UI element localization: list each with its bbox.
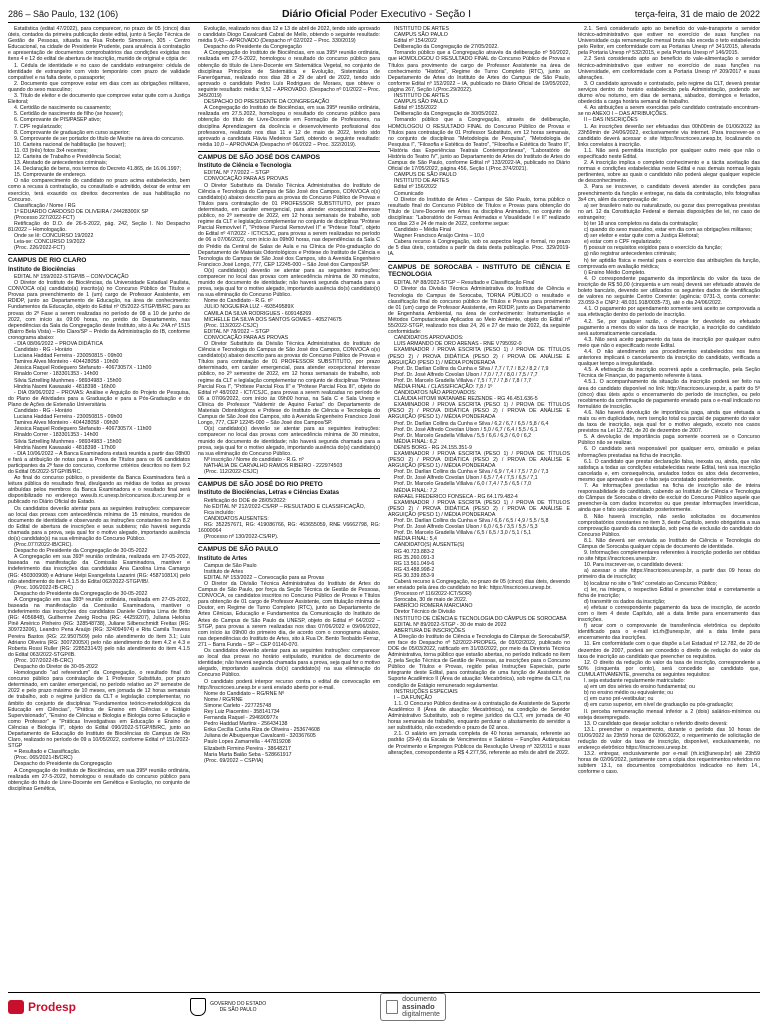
paragraph: Prof. Dr. Marcelo Gradella Villalva / 5,5 / 6,6 / 6,3 / 6,0 / 6,2: [394, 432, 532, 439]
paragraph: I – DA FUNÇÃO: [394, 694, 432, 701]
page-header: [8, 6, 760, 23]
page-number: 286 – São Paulo, 132 (106): [8, 9, 119, 19]
paragraph: EXAMINADOR / PROVA ESCRITA (PESO 1) / PROVA DE TÍTULOS (PESO 2) / PROVA DIDÁTICA (PESO 2) / PROVA DE ANÁLISE E ARGUIÇÃO (PESO 1) / MÉDIA PONDERADA: [388, 499, 570, 518]
paragraph: Ao final do concurso público, o presidente da Banca Examinadora fará a leitura pública do resultado final, divulgando as médias de todas as provas atribuídas pelos membros da Banca Examinadora e o resultado final será disponibilizado no endereço www.ib.rc.unesp.br/concursos.ib.rc.unesp.br e publicado no Diário Oficial do Estado.: [8, 475, 190, 506]
paragraph: 2.1. Será considerado apto ao benefício do vale-transporte o servidor técnico-administrativo que estiver no exercício de suas funções na Universidade cuja remuneração mensal bruta não exceda o teto estabelecido pelo Reitor, em conformidade com as Portarias Unesp nº 341/2015, alterada pela Portaria Unesp nº 532/2015, e pela Portaria Unesp nº 146/2015.: [578, 26, 760, 57]
paragraph: O Diretor Substituto da Divisão Técnica Administrativa do Instituto de Ciência e Tecnologia do Campus de São José dos Campos, CONVOCA o(s) candidato(s) abaixo descrito para as provas do Concurso Público de Provas e Títulos para contratação de 01 PROFESSOR SUBSTITUTO, por prazo determinado, em caráter emergencial, para atender excepcional interesse público, no 2º semestre de 2022, em 12 horas semanais de trabalho, sob regime da CLT e legislação complementar no conjunto de disciplinas "Prótese Parcial Fixa I", "Prótese Parcial Fixa II" e "Prótese Parcial Fixa III", objeto do Edital nº 48/2022 - ICT/CSJC, para provas a serem realizadas no período de 06 a 07/06/2022, com início às 09h00 horas, na Sala C e Sala Unesp e Clínica do Professor "Valdemir de Aquino Farias" do Departamento de Materiais Odontológicos e Prótese do Instituto de Ciência e Tecnologia do Campus de São José dos Campos, sito à Avenida Engenheiro Francisco José Longo, 777, CEP 12245-000 – São José dos Campos/SP.: [198, 341, 380, 427]
paragraph: 8. Comprovante de graduação em curso superior;: [14, 129, 130, 136]
paragraph: 3. O candidato aprovado e contratado, pelo regime da CLT, deverá prestar serviços dentro do horário estabelecido pela Administração, podendo ser diurno e/ou noturno, em dias de semana, sábados, domingos e feriados, obedecida a carga horária semanal de trabalho.: [578, 80, 760, 106]
paragraph: O Diretor da Divisão Técnica Administrativa do Instituto de Artes do Campus de São Paulo, por força da Seção Técnica de Gestão de Pessoas, CONVOCA, os candidatos inscritos no Concurso Público de Provas e Títulos para obtenção de 01 cargo de Professor Assistente, com titulação mínima de Doutor, em Regime de Turno Completo (RTC), junto ao Departamento de Artes Cênicas, Educação e Fundamentos da Comunicação do Instituto de Artes do Campus de São Paulo da UNESP, objeto do Edital nº 64/2022 – STGP, para provas a serem realizadas nos dias 07/06/2022 e 09/06/2022, com início às 09h00 do primeiro dia, de acordo com o cronograma abaixo, nas dependências do Instituto de Artes, sito à Rua Dr. Bento Teobaldo Ferraz, 271 – Barra Funda – SP – CEP 01140-070.: [198, 581, 380, 648]
paragraph: FABRÍCIO ROMERA MARCIANO: [394, 603, 473, 610]
publication-title-rest: Poder Executivo - Seção I: [346, 8, 472, 20]
paragraph: Maria Marta Baião Seba - 528661917: [204, 751, 292, 758]
paragraph: b) no ensino médio ou equivalente; ou: [584, 690, 674, 697]
paragraph: CAMPUS SÃO PAULO: [394, 99, 448, 106]
paragraph: Instituto de Artes: [204, 568, 244, 575]
paragraph: INSTITUTO DE ARTES: [394, 178, 449, 185]
government-label: [210, 1001, 266, 1013]
paragraph: RG 40.723.883-2: [394, 548, 435, 555]
paragraph: Nº inscrição / Nome do candidato - R.G. nº: [204, 456, 304, 463]
paragraph: O candidato poderá interpor recurso contra o edital de convocação em http://inscricoes.unesp.br e será enviado aberto por e-mail.: [198, 678, 380, 691]
paragraph: h) ter aptidão física e mental para o exercício das atribuições da função, comprovada em avaliação médica;: [578, 257, 760, 270]
paragraph: Evolução, realizado nos dias 12 e 13 de abril de 2022, tendo sido aprovado o candidato Diogo Cavalcanti Cabral de Mello, obtendo o seguinte resultado: média 9,43 – APROVADO (Despacho nº 02/2022 – Proc. 330/2019): [198, 26, 380, 45]
paragraph: (Proc.077/2022-IB/CRC).: [14, 542, 73, 549]
paragraph: 11. 03 (três) fotos 3x4 recentes;: [14, 147, 88, 154]
paragraph: EXAMINADOR / PROVA ESCRITA (PESO 1) / PROVA DE TÍTULOS (PESO 2) / PROVA DIDÁTICA (PESO 2) / PROVA DE ANÁLISE E ARGUIÇÃO (PESO 1) / MÉDIA PONDERADA: [388, 402, 570, 421]
paragraph: i) Ensino Médio Completo.: [584, 269, 646, 276]
paragraph: INSTITUTO DE CIÊNCIA E TECNOLOGIA DO CÂMPUS DE SOROCABA: [394, 615, 567, 622]
paragraph: 3. Para se inscrever, o candidato deverá atender às condições para preenchimento da função e entregar, na data da contratação, três fotografias 3x4 cm, além da comprovação de:: [578, 184, 760, 203]
paragraph: Rinaldo Correr - 183301353 - 14h00: [14, 432, 99, 439]
subsection-heading: Instituto de Biociências: [8, 266, 76, 273]
paragraph: (Proc. 113/2022-CSJC): [204, 322, 259, 329]
paragraph: Despacho do Presidente da Congregação: [204, 44, 302, 51]
paragraph: EDITAL Nº 153/2022 – Convocação para as Provas: [204, 574, 325, 581]
paragraph: 7. CPF regularizado;: [14, 123, 63, 130]
paragraph: 13.2. entregar, exclusivamente por e-mail (rh.ict@unesp.br) até 23h59 horas de 02/06/2022, juntamente com a cópia dos requerimentos referidos no subitem 13.1, os documentos comprobatórios indicados no item 14., conforme o caso.: [578, 751, 760, 776]
paragraph: RG: 352257671, RG: 419086766, RG: 463655059, RNE V6662798, RG: 16000064: [198, 521, 380, 535]
paragraph: (Proc. 112/2022-CSJC): [204, 468, 259, 475]
paragraph: g) não registrar antecedentes criminais;: [584, 251, 677, 258]
paragraph: CAMPUS DE SÃO PAULO: [394, 172, 457, 179]
paragraph: Retificação do DOE de 28/05/2022:: [204, 497, 287, 504]
paragraph: O(s) candidato(s) deverão se atentar para as seguintes instruções: comparecer no local das provas com antecedência mínima de 30 minutos, munido de documento de identidade; não haverá segunda chamada para a prova, seja qual for o motivo alegado, importando ausência do(s) candidato(s) na sua eliminação do Concurso Público.: [198, 267, 380, 299]
paragraph: Luciana Haddad Ferreira - 230050815 - 09h00: [14, 353, 123, 360]
paragraph: 12. Carteira de Trabalho e Previdência Social;: [14, 153, 122, 160]
paragraph: Prof. Dr. José Alfredo Covolan Ulson / 5,0 / 6,7 / 6,4 / 5,5 / 6,1: [394, 426, 538, 433]
paragraph: a) acessar o site https://inscricoes.unesp.br, a partir das 09 horas do primeiro dia de inscrição;: [578, 568, 760, 581]
paragraph: Tornando público que a Congregação, através de deliberação, HOMOLOGOU O RESULTADO FINAL do Concurso Público de Provas e Títulos para contratação de 01 Professor Substituto, em 12 horas semanais, no conjunto de disciplinas "Metodologia de Pesquisa", "Metodologia de Pesquisa I", "Filosofia e Estética do Teatro", "Filosofia e Estética do Teatro II", "História das Experiências Teatrais Contemporâneas", "Laboratório de História do Teatro IV", junto ao Departamento de Artes do Instituto de Artes do Campus de São Paulo, conforme Edital nº 133/2022-IA, publicado no Diário Oficial de 17/05/2022, página 456, Seção I.(Proc.374/2021).: [388, 117, 570, 173]
paragraph: O Diretor do Instituto de Artes - Campus de São Paulo, torna público o resultado final do Concurso Público de Títulos e Provas para obtenção do Título de Livre-Docente em Artes na disciplina Animados, no conjunto de disciplinas: "Laboratório de Formas Animadas e Visualidade I e II" realizado nos dias 23 e 24 de maio de 2022, conforme segue:: [388, 196, 570, 227]
paragraph: Nome / RG/RNE: [204, 696, 243, 703]
paragraph: Rey Luiz Piacentini - 358141734: [204, 708, 280, 715]
section-heading: CAMPUS DE RIO CLARO: [8, 254, 190, 264]
paragraph: Luciana Haddad Ferreira - 230050815 - 09h00: [14, 414, 123, 421]
paragraph: (Proc. 106/2022-IB-CRC): [14, 584, 73, 591]
paragraph: CAMILA DA SILVA RODRIGUES - 609148269: [204, 310, 312, 317]
paragraph: Campus de São Paulo: [204, 562, 257, 569]
paragraph: Simone Carleto - 227725748: [204, 702, 272, 709]
paragraph: b) ter 18 anos completos na data da contratação;: [584, 221, 699, 227]
paragraph: Prof. Dr. José Alfredo Covolan Ulson / 7,0 / 7,7 / 8,0 / 7,5 / 7,7: [394, 371, 538, 378]
subsection-heading: Instituto de Artes: [198, 555, 248, 562]
paragraph: 1.1. Não será permitida inscrição por qualquer outro meio que não o especificado neste Edital.: [578, 147, 760, 160]
paragraph: d) em curso superior, em nível de graduação ou pós-graduação;: [584, 702, 734, 709]
paragraph: Prof. Dr. Marcelo Gradella Villalva / 6,5 / 6,5 / 3,0 / 5,1 / 5,1: [394, 530, 532, 537]
prodesp-label: Prodesp: [28, 1000, 77, 1014]
paragraph: 13. O candidato que desejar solicitar o referido direito deverá:: [584, 720, 728, 727]
paragraph: DESPACHO DO PRESIDENTE DA CONGREGAÇÃO: [204, 99, 330, 106]
subsection-heading: Instituto de Ciência e Tecnologia: [198, 163, 292, 170]
paragraph: A Congregação do Instituto de Biociências, em sua 395ª reunião ordinária, realizada em 27-5-2022, homologou o resultado do concurso público para obtenção do título de Livre-Docente em Sistemática Vegetal, no conjunto de disciplinas Princípios de Sistemática e Evolução, Sistemática de Fanerógamas, realizado nos dias 28 e 29 de abril de 2022, tendo sido aprovado o candidato Pedro Luís Rodrigues de Moraes, que obteve o seguinte resultado: média: 9,52 – APROVADO. (Despacho nº 01/2022 – Proc. 345/2019): [198, 50, 380, 100]
paragraph: Homologando "ad referendum" da Congregação, o resultado final do concurso público para contratação de 1 Professor Substituto, por prazo determinado, em caráter emergencial, no período relativo ao 2º semestre de 2022 e pelo prazo máximo de 10 meses, em jornada de 12 horas semanais de trabalho, sob o regime jurídico da CLT e legislação complementar, no âmbito do conjunto de disciplinas "Fundamentos teórico-metodológicos da Educação em Ciências", "Prática de Ensino em Ciências e Estágio Supervisionado", "Ensino de Ciências e Biologia e Biologia como Educação e como Professor" e "Práticas Investigativas em Educação e Ensino de Ciências e Biologia II", objeto do Edital 090/2022-STGP/IB/RC, junto ao Departamento de Educação do Instituto de Biociências do Campus de Rio Claro, realizado no período de 09 a 10/05/2022, conforme Edital nº 151/2022-STGP: [8, 670, 190, 750]
stamp-line-3: digitalmente: [402, 1011, 440, 1018]
paragraph: 13.1. preencher o requerimento, durante o período das 10 horas de 01/06/2022 às 23h59 horas de 02/06/2022, o requerimento de solicitação de redução do valor da taxa de inscrição, disponível, exclusivamente, no endereço eletrônico https://inscricoes.unesp.br.: [578, 726, 760, 752]
paragraph: MÉDIA FINAL: 5,4: [394, 536, 437, 543]
paragraph: No EDITAL Nº 212/2022-CS/RP – RESULTADO E CLASSIFICAÇÃO,: [204, 503, 366, 510]
paragraph: ABERTURA DE INSCRIÇÕES: [394, 627, 466, 634]
section-heading: CAMPUS DE SOROCABA - INSTITUTO DE CIÊNCIA E TECNOLOGIA: [388, 261, 570, 279]
paragraph: Prof. Dr. Darllan Collins da Cunha e Silva / 7,7 / 7,7 / 8,2 / 8,2 / 7,9: [394, 365, 549, 372]
paragraph: (Processo nº 116/2022-ICT/SOR): [394, 591, 472, 598]
paragraph: A Direção do Instituto de Ciência e Tecnologia do Câmpus de Sorocaba/SP, em face do Despacho nº 52/2022-PROPEG, de 03/02/2022, publicado no DOE de 05/03/2022, ratificado em 31/03/2022, por meio da Diretoria Técnica Administrativa, torna público que estarão abertas, no período indicado no item 2, pela Seção Técnica de Gestão de Pessoas, as inscrições para o Concurso Público de Títulos e Provas, regido pelas Instruções Especiais, parte integrante deste Edital, para contratação de uma função de Assistente de Suporte Acadêmico II (Área de atuação: Mecatrônica), sob regime da CLT, na condição de Estágio remunerado regulamentar.: [388, 633, 570, 689]
paragraph: O(s) candidato(s) deverão se atentar para as seguintes instruções: comparecer no local das provas com antecedência mínima de 30 minutos, munido de documento de identidade; não haverá segunda chamada para a prova, seja qual for o motivo alegado, importando ausência do(s) candidato(s) na sua eliminação do Concurso Público.: [198, 426, 380, 457]
paragraph: Edital nº 155/2022: [394, 105, 437, 112]
paragraph: d) ser eleitor e estar quite com a Justiça Eleitoral;: [584, 233, 699, 240]
paragraph: Prof. Dr. Darllan Collins da Cunha e Silva / 6,6 / 6,5 / 4,9 / 5,5 / 5,8: [394, 518, 549, 525]
paragraph: CLÁUDIA HITOMI WATANABE REZENDE - RG 46.451.636-5: [394, 396, 538, 403]
paragraph: O Diretor do Instituto de Biociências, da Universidade Estadual Paulista, CONVOCA o(a) candidato(a) inscrito(a) no Concurso Público de Títulos e Provas para preenchimento de 1 (um) cargo de Professor Assistente, em RDIDP, junto ao Departamento de Educação, na área de conhecimento: Fundamentos da Educação, objeto do Edital nº 05/2022-STGP/IB/RC para as provas do 2º Fase a serem realizadas no período de 08 a 10 de junho de 2022, com início às 09:00 horas, no prédio do Departamento, nas dependências da Sala da Congregação deste Instituto, sito à Av. 24A nº 1515 (Bairro Bela Vista) – Rio Claro/SP – Prédio da Administração do IB, conforme cronograma abaixo:: [8, 280, 190, 341]
paragraph: 1.1. O Concurso Público destina-se à contratação de Assistente de Suporte Acadêmico II (Área de atuação: Mecatrônica), na condição de Servidor Administrativo Substituto, sob o regime jurídico da CLT, em jornada de 40 horas semanais de trabalho, enquanto perdurar o afastamento do servidor a ser substituído, não excedendo o prazo de 02 anos.: [388, 700, 570, 732]
paragraph: A Congregação em sua 393ª reunião ordinária, realizada em 27-05-2022, baseada na manifestação da Comissão Examinadora, mantiver e indeferimento das inscrições das candidatas Ana Carolina Lima Camargo (RG: 450300908) e Adriane Helpi Evangelista Lazarini (RG: 45871081X) pelo não atendimento do item 4.1.5 do Edital 062/2022-STGP/IB/.: [8, 554, 190, 585]
paragraph: EDITAL Nº 89/2022-STGP - 30 de maio de 2022: [394, 621, 507, 628]
paragraph: CANDIDATOS APROVADOS:: [394, 335, 464, 342]
page-footer: [8, 992, 760, 1021]
paragraph: (Proc. 065/2021-IB/CRC): [14, 755, 73, 762]
paragraph: Os candidatos deverão atentar para as seguintes instruções: comparecer ao local das provas com antecedência mínima de 15 minutos, munidos de documento de identidade e observando as instruções constantes no item 8.2 do Edital de abertura de inscrições e seus subitens; não haverá segunda chamada para a prova, seja qual for o motivo alegado, importando ausência do(s) candidato(s) na sua eliminação do Concurso Público.: [8, 505, 190, 542]
paragraph: MICHELLE DA SILVA DOS SANTOS GOMES - 405274675: [204, 316, 342, 323]
paragraph: f) possuir os requisitos exigidos para o exercício da função;: [584, 245, 723, 252]
paragraph: O Diretor Substituto da Divisão Técnica Administrativa do Instituto de Ciência e Tecnologia do Campus de São José dos Campos, CONVOCA o(s) candidato(s) abaixo descrito para as provas do Concurso Público de Provas e Títulos para contratação de 01 PROFESSOR SUBSTITUTO, por prazo determinado, em caráter emergencial, para atender excepcional interesse público, no 2º semestre de 2022, em 12 horas semanais de trabalho, sob regime da CLT e legislação complementar no conjunto de disciplinas "Prótese Parcial Removível I", "Prótese Parcial Removível II" e "Prótese Total", objeto do Edital nº 47/2022 - ICT/CSJC, para provas a serem realizadas no período de 06 a 07/06/2022, com início às 09h00 horas, nas dependências da Sala C do Prédio da Central de Salas de Aula e na Clínica de Pós-graduação do Departamento de Materiais Odontológicos e Prótese do Instituto de Ciência e Tecnologia do Campus de São José dos Campos, sito à Avenida Engenheiro Francisco José Longo, 777, CEP 12245-000 – São José dos Campos/SP.: [198, 182, 380, 268]
paragraph: O não comparecimento do candidato no prazo acima estabelecido, bem como a recusa à contratação, ou consultado e admitido, deixar de entrar em exercício, terá exaurido os direitos decorrentes de sua habilitação no Concurso.: [8, 178, 190, 203]
paragraph: - DIA 10/06/2022 – A Banca Examinadora estará reunida a partir das 08h00 e fará a atribuição de notas para a Prova de Títulos para os 06 candidatos participantes da 2ª fase do concurso, conforme critérios descritos no item 9.2 do Edital 05/2022-STGP/IB/RC.: [8, 450, 190, 475]
government-line-1: GOVERNO DO ESTADO: [210, 1001, 267, 1007]
paragraph: 5. A devolução de importância paga somente ocorrerá se o Concurso Público não se realizar.: [578, 434, 760, 447]
paragraph: 10. Carteira nacional de habilitação (se houver);: [14, 141, 126, 148]
paragraph: EDITAL Nº 78/2022 – STGP: [204, 328, 270, 335]
paragraph: CONVOCAÇÃO PARA AS PROVAS: [204, 176, 289, 183]
paragraph: 6.1. O candidato que prestar declaração falsa, inexata ou, ainda, que não satisfaça a todas as condições estabelecidas neste Edital, terá sua inscrição cancelada e, em consequência, anulados todos os atos dela decorrentes, mesmo que aprovado e que o fato seja constatado posteriormente.: [578, 458, 760, 483]
paragraph: JULIO NOGUEIRA LUZ - 493549589X: [204, 304, 294, 311]
paragraph: (Proc. 69/2022 – CSP/IA): [204, 757, 264, 764]
paragraph: Prof. Dr. José Alfredo Covolan Ulson / 6,0 / 6,5 / 3,5 / 5,5 / 5,3: [394, 524, 538, 531]
text-column-1: [8, 26, 190, 988]
paragraph: 13. Atestado de antecedentes criminais;: [14, 160, 108, 167]
paragraph: c) em curso pré-vestibular; ou: [584, 696, 654, 703]
subsection-heading: Instituto de Biociências, Letras e Ciências Exatas: [198, 490, 340, 497]
paragraph: 11. Em conformidade com o que dispõe a Lei Estadual nº 12.782, de 20 de dezembro de 2007, poderá ser concedido o direito de redução do valor da taxa de inscrição ao candidato que preencher os requisitos.: [578, 641, 760, 660]
paragraph: RAFAEL FREDERICO FONSECA - RG 64.179.482-4: [394, 493, 518, 500]
paragraph: 4.6. Não haverá devolução de importância paga, ainda que efetuada a mais ou em duplicidade, nem isenção total ou parcial de pagamento do valor da taxa de inscrição, seja qual for o motivo alegado, exceto nos casos previstos na Lei 12.782, de 20 de dezembro de 2007.: [578, 409, 760, 435]
paragraph: Edital nº 156/2022: [394, 184, 437, 191]
paragraph: 1. As inscrições deverão ser efetuadas das 00h00min de 01/06/2022 às 23h59min de 24/06/2022, exclusivamente via internet. Para inscrever-se o candidato deverá acessar o site https://inscricoes.unesp.br, localizando os links correlatos à inscrição.: [578, 123, 760, 148]
text-column-2: [198, 26, 380, 988]
paragraph: Fica incluído:: [204, 509, 235, 516]
paragraph: Os candidatos deverão atentar para as seguintes instruções: comparecer ao local das provas no horário estipulado, munidos de documento de identidade; não haverá segunda chamada para a prova, seja qual for o motivo alegado, importando ausência do(s) candidato(s) na sua eliminação do Concurso Público.: [198, 648, 380, 679]
paragraph: Jéssica Raquel Rodeguero Stefanuto - 40673057X - 11h00: [14, 426, 152, 433]
paragraph: A Congregação em sua 393ª reunião ordinária, realizada em 27-05-2022, baseada na manifestação da Comissão Examinadora, mantiver o indeferimento das inscrições dos candidatos Daniele Cristina Lima de Brito (RG: 4056848), Guilherme Zweig Rocha (RG: 44259207), Juliana Heloísa Pinê Américo Pinheiro (RG: 328548738), Juliane Silberschmidt Freitas (RG: 309723206), Leandro Pena Araújo (RG: 324094974) e Rita Camila Travess Pereira Bastos (RG: 22.9507509) pelo não atendimento do item 3.1; Luis Adriano Oliveira (RG: 30072005X) pelo não atendimento do item 4.2 e 4.3 e Roberta Rossi Ruller (RG: 22852314/3) pelo não atendimento do item 4.1.5 do Edital 063/2022-STGP/IB.: [8, 596, 190, 658]
paragraph: CANDIDATO(S) AUSENTE(S): [394, 542, 465, 549]
government-logo: [190, 998, 266, 1016]
text-column-4: [578, 26, 760, 988]
paragraph: 12. O direito da redução do valor da taxa de inscrição, correspondente a 50% (cinquenta por cento), será concedido ao candidato que, CUMULATIVAMENTE, preencha os seguintes requisitos:: [578, 659, 760, 678]
paragraph: (Proc. 226/2022-FCT): [14, 245, 66, 252]
paragraph: CANDIDATOS AUSENTES:: [204, 515, 269, 522]
paragraph: e) estar com o CPF regularizado;: [584, 239, 662, 246]
paragraph: EDITAL Nº 88/2022-STGP – Resultado e Classificação Final: [394, 280, 535, 287]
paragraph: EXAMINADOR / PROVA ESCRITA (PESO 1) / PROVA DE TÍTULOS (PESO 2) / PROVA DIDÁTICA (PESO 2) / PROVA DE ANÁLISE E ARGUIÇÃO (PESO 1) / MÉDIA PONDERADA: [388, 347, 570, 366]
paragraph: Hindria Naomi Kawasaki - 4818398 - 17h00: [14, 444, 116, 451]
government-line-2: DE SÃO PAULO: [219, 1007, 257, 1013]
paragraph: 6. O candidato será responsável por qualquer erro, omissão e pelas informações prestadas na ficha de inscrição.: [578, 446, 760, 459]
paragraph: Prof. Dr. Marcelo Gradella Villalva / 7,5 / 7,7 / 7,8 / 7,8 / 7,7: [394, 377, 532, 384]
paragraph: INSTITUTO DE ARTES: [394, 26, 449, 32]
paragraph: Cabera recurso à Congregação, sob os aspectos legal e formal, no prazo de 5 dias úteis, contados a partir da data desta publicação. Proc. 329/2019-IA.: [388, 239, 570, 258]
paragraph: RG 13.561.049-6: [394, 560, 435, 567]
paragraph: 14. Declaração de bens, nos termos do Decreto 41.865, de 16.06.1997;: [14, 166, 181, 173]
paragraph: Prof. Dr. José Alfredo Covolan Ulson / 6,5 / 7,4 / 7,5 / 6,5 / 7,1: [394, 475, 538, 482]
paragraph: Edital nº 154/2022: [394, 38, 437, 45]
paragraph: Despacho do Presidente da Congregação: [14, 761, 112, 768]
paragraph: Classificação / Nome / RG: [14, 202, 76, 209]
document-icon: [386, 1000, 398, 1014]
section-heading: CAMPUS DE SÃO PAULO: [198, 543, 380, 553]
paragraph: EDITAL Nº 159/2022-STGP/IB – CONVOCAÇÃO: [14, 273, 129, 280]
paragraph: 4. O correspondente pagamento da importância do valor da taxa de inscrição de R$ 50,00 (cinquenta e um reais) deverá ser efetuado através de boleto bancário, devendo ser utilizados os seguintes dados de identificação de valores no seguinte Centro Corrente: (agência: 0731-3, conta corrente: 23.059-3 e CNPJ: 48.031.918/0035-73), até o dia 24/06/2022.: [578, 275, 760, 307]
paragraph: (Processo 227/2022-FCT): [14, 214, 75, 221]
paragraph: 10. Para inscrever-se, o candidato deverá:: [584, 562, 683, 569]
paragraph: Tamires Alves Monteiro - 404428058 - 10h00: [14, 359, 119, 366]
paragraph: Estatística (edital 47/2022), para comparecer, no prazo de 05 (cinco) dias úteis, contados da primeira publicação deste edital, junto à Seção Técnica de Gestão de Pessoas, situada na Rua Roberto Simonsen, 305 - Centro Educacional, na cidade de Presidente Prudente, para anuência à contratação e apresentação de documentos comprobatórios das condições exigidas nos itens 4 e 12 do edital de abertura de inscrição, munido de original e cópia de:: [8, 26, 190, 63]
paragraph: Deliberação da Congregação de 30/05/2022.: [394, 111, 499, 118]
stamp-line-1: documento: [402, 996, 437, 1003]
paragraph: DENIS BORG - RG 24.155.351-9: [394, 444, 472, 451]
paragraph: a) em um dos séries do ensino fundamental; ou: [584, 684, 695, 691]
paragraph: 4.5.1. O acompanhamento da situação da inscrição poderá ser feito na área do candidato disponível no link: http://inscricoes.unesp.br, a partir do 5º (cinco) dias úteis após o encerramento do período de inscrições, ou pelo recebimento da confirmação de pagamento enviado para o e-mail indicado no formulário de inscrição.: [578, 379, 760, 410]
paragraph: 4.3. Não será aceito pagamento da taxa de inscrição por qualquer outro meio que não o especificado neste Edital.: [578, 336, 760, 349]
paragraph: 5. Certidão de nascimento de filho (se houver);: [14, 111, 124, 118]
paragraph: A Congregação do Instituto de Biociências, em sua 395ª reunião ordinária, realizada em 27-5-2022, homologou o resultado do concurso público para obtenção do título de Livre-Docente em Genética e Evolução, no conjunto de disciplinas Genética,: [8, 767, 190, 792]
paragraph: 3. Título de eleitor e de documento que comprove estar quite com a Justiça Eleitoral;: [8, 93, 190, 106]
paragraph: Pedro Haddad Martins - 256434138: [204, 721, 288, 728]
stamp-line-2: assinado: [402, 1002, 435, 1011]
paragraph: c) ler, na íntegra, o respectivo Edital e preencher total e corretamente a ficha de inscrição;: [578, 586, 760, 599]
paragraph: Prof. Dr. Darllan Collins da Cunha e Silva / 6,2 / 6,7 / 6,5 / 5,8 / 6,4: [394, 420, 549, 427]
paragraph: CONVOCAÇÃO PARA AS PROVAS: [204, 334, 289, 341]
state-seal-icon: [190, 998, 206, 1016]
section-heading: CAMPUS DE SÃO JOSÉ DOS CAMPOS: [198, 151, 380, 161]
paragraph: 2.1. O salário em jornada completa de 40 horas semanais, referente ao padrão (29-A) da Escala de Vencimentos e Salários – Funções Autárquicas de Provimento e Empregos Públicos da Resolução Unesp nº 32/2011 e suas alterações, correspondente a R$ 4.277,56, referente ao mês de abril de 2022.: [388, 731, 570, 756]
paragraph: 4. Certidão de nascimento ou casamento;: [14, 105, 112, 112]
publication-title: [282, 8, 471, 20]
paragraph: Caberá recurso à Congregação, no prazo de 05 (cinco) dias úteis, devendo ser enviado pela área do candidato no link: https://inscricoes.unesp.br.: [388, 578, 570, 592]
paragraph: Paulo Lopes Zamarrella - 447819208: [204, 739, 291, 746]
publication-title-bold: Diário Oficial: [281, 8, 347, 20]
paragraph: Jéssica Raquel Rodeguero Stefanuto - 40673057X - 11h00: [14, 365, 152, 372]
paragraph: INSTRUÇÕES ESPECIAIS: [394, 688, 458, 695]
paragraph: 4. As atribuições a serem exercidas pelo candidato contratado encontram-se no ANEXO I – DAS ATRIBUIÇÕES.: [578, 105, 760, 118]
paragraph: Deliberação da Congregação de 27/05/2022.: [394, 44, 499, 51]
paragraph: (Proc. 107/2022-IB-CRC): [14, 657, 73, 664]
paragraph: 15. Comprovante de endereço.: [14, 172, 87, 179]
paragraph: Despacho do Presidente da Congregação de 30-05-2022: [14, 548, 148, 555]
paragraph: Hindria Naomi Kawasaki - 4818398 - 16h00: [14, 383, 116, 390]
paragraph: EDITAL Nº 77/2022 – STGP: [204, 170, 270, 177]
paragraph: MÉDIA FINAL: 6,2: [394, 438, 437, 445]
paragraph: 7. As informações prestadas na ficha de inscrição são de inteira responsabilidade do candidato, cabendo ao Instituto de Ciência e Tecnologia do Câmpus de Sorocaba o direito de excluir do Concurso Público aquele que preencher-la com dados incorretos ou que prestar informações inverídicas, ainda que o fato seja constatado posteriormente.: [578, 483, 760, 514]
prodesp-icon: [8, 1000, 24, 1014]
paragraph: Comunicado: [394, 190, 424, 197]
paragraph: Tamires Alves Monteiro - 404428058 - 09h30: [14, 420, 119, 427]
paragraph: Candidato – Média Final: [394, 227, 451, 234]
paragraph: NATHÁLIA DE CARVALHO RAMOS RIBEIRO - 222974503: [204, 462, 343, 469]
paragraph: 9. Informações complementares referentes à inscrição poderão ser obtidas no site https://inscricoes.unesp.br.: [578, 550, 760, 563]
paragraph: RG 35.260.091-3: [394, 554, 435, 561]
paragraph: CANDIDATOS NÃO APROVADOS:: [394, 390, 477, 397]
page-columns: [8, 26, 760, 988]
paragraph: EXAMINADOR / PROVA ESCRITA (PESO 1) / PROVA DE TÍTULOS (PESO 2) / PROVA DIDÁTICA (PESO 2) / PROVA DE ANÁLISE E ARGUIÇÃO (PESO 1) / MÉDIA PONDERADA: [388, 451, 570, 470]
paragraph: Wagner Francisco Araújo Cintra – 10,0: [394, 233, 485, 240]
paragraph: Onde se lê: CONCURSO 19/2022: [14, 233, 94, 240]
paragraph: II – DAS INSCRIÇÕES: [584, 117, 638, 124]
paragraph: b) localizar no site o "link" correlato ao Concurso Público;: [584, 580, 717, 587]
paragraph: 1. Cédula de identidade e no caso de candidato estrangeiro: cédula de identidade de estrangeiro com visto temporário com prazo de validade compatível e na falta deste, o passaporte;: [8, 62, 190, 81]
paragraph: - DIA 09/06/2022 – PROVAS: Análise e Arguição do Projeto de Pesquisa, do Plano de Atividades para a Graduação e para a Pós-Graduação e do Plano de Ações de Extensão Universitária: [8, 389, 190, 408]
paragraph: LUIS ARMANDO DE ORO ARENAS - RNE V795092-0: [394, 341, 522, 348]
paragraph: MÉDIA FINAL: 7,2: [394, 487, 437, 494]
paragraph: Sorocaba, 30 de maio de 2022.: [394, 597, 468, 604]
paragraph: = Resultado e Classificação.: [14, 749, 81, 756]
paragraph: 8. Não haverá inscrição, não serão solicitados os documentos comprobatórios constantes no item 3, deste Capítulo, sendo obrigatória a sua comprovação quando da contratação, sob pena de exclusão do candidato do Concurso Público.: [578, 513, 760, 538]
paragraph: I. seja estudante regularmente matriculado:: [584, 678, 685, 685]
paragraph: Nome do Candidato – RG/RNE Nº: [204, 690, 285, 697]
paragraph: 2. A inscrição implica o completo conhecimento e a tácita aceitação das normas e condições estabelecidas neste Edital e nas demais normas legais pertinentes, sobre as quais o candidato não poderá alegar qualquer espécie de desconhecimento.: [578, 160, 760, 185]
paragraph: Candidato - RG - Horário: [14, 408, 73, 415]
text-column-3: [388, 26, 570, 988]
paragraph: 2.2 Será considerado apto ao benefício do vale-alimentação o servidor técnico-administrativo que estiver no exercício de suas funções na Universidade, em conformidade com a Portaria Unesp nº 209/2017 e suas alterações.: [578, 56, 760, 81]
paragraph: Silvia Sztrelling Munhmes - 98934983 - 15h00: [14, 377, 122, 384]
paragraph: Despacho do Diretor de 30-05-2022: [14, 663, 98, 670]
paragraph: 1º EDUARDO CARDOSO DE OLIVEIRA / 24428300X SP: [14, 208, 149, 215]
section-heading: CAMPUS DE SÃO JOSÉ DO RIO PRETO: [198, 478, 380, 488]
paragraph: 8.1. Não deverá ser enviada ao Instituto de Ciência e Tecnologia do Câmpus de Sorocaba qualquer cópia de documento de identidade.: [578, 537, 760, 550]
paragraph: 4.2. Se, por qualquer razão, o cheque for devolvido ou efetuado pagamento a menos do valor da taxa de inscrição, a inscrição do candidato será automaticamente cancelada.: [578, 318, 760, 337]
stamp-text: [402, 996, 440, 1018]
paragraph: Leia-se: CONCURSO 19/2022: [14, 239, 86, 246]
paragraph: 4.4. O não atendimento aos procedimentos estabelecidos nos itens anteriores implicará o cancelamento da inscrição do candidato, verificada a qualquer tempo a irregularidade.: [578, 348, 760, 368]
paragraph: Retificação do D.O. de 26-5-2022, pág. 242, Seção I. No Despacho 81/2022 – Homologação.: [8, 221, 190, 234]
paragraph: Fernanda Raquel - 294690977x: [204, 715, 279, 722]
paragraph: INSTITUTO DE ARTES: [394, 93, 449, 100]
paragraph: Prof. Dr. Marcelo Gradella Villalva / 6,0 / 7,4 / 7,5 / 6,5 / 7,0: [394, 481, 532, 488]
paragraph: Nome do Candidato - R.G. nº: [204, 298, 273, 305]
paragraph: 6. Comprovante de PIS/PASEP ativo;: [14, 117, 102, 124]
paragraph: Silvia Sztrelling Munhmes - 98934983 - 15h00: [14, 438, 122, 445]
paragraph: MÉDIA FINAL / CLASSIFICAÇÃO: 7,8 / 1º: [394, 383, 493, 390]
prodesp-logo: [8, 1000, 76, 1014]
paragraph: RG 30.339.853-9: [394, 572, 435, 579]
paragraph: f) arcar com o comprovante de transferência eletrônica ou depósito identificado para o e-mail ict.rh@unesp.br, até a data limite para encerramento das inscrições.: [578, 623, 760, 642]
publication-date: terça-feira, 31 de maio de 2022: [634, 9, 760, 19]
paragraph: Erika Cecília Cunha Riza de Oliveira - 253674608: [204, 727, 320, 734]
paragraph: Despacho do Presidente da Congregação de 30-05-2022: [14, 590, 148, 597]
paragraph: O Diretor da Divisão Técnica Administrativa do Instituto de Ciência e Tecnologia do Campus de Sorocaba, TORNA PÚBLICO o resultado e classificação final do concurso público de Títulos e Provas para provimento de 01 (um) cargo de Professor Assistente, em RDIDP, junto ao Departamento de Engenharia Ambiental, na área de conhecimento: Instrumentação e Métodos Computacionais Aplicados ao Meio Ambiente, objeto do Edital nº 55/2022-STGP, realizado nos dias 24, 26 e 27 de maio de 2022, da seguinte conformidade:: [388, 286, 570, 336]
digital-signature-stamp: [380, 993, 446, 1021]
paragraph: a) ser brasileiro nato ou naturalizado, ou gozar das prerrogativas previstas no art. 12 da Constituição Federal e demais disposições de lei, no caso de estrangeiro;: [578, 202, 760, 221]
paragraph: 9. Comprovante de ser portador do título de Mestre na área do concurso.: [14, 135, 185, 142]
paragraph: Tornando público que a Congregação através da deliberação nº 50/2022, que HOMOLOGOU O RESULTADO FINAL do Concurso Público de Provas e Títulos para provimento de cargo de Professor Assistente na área de conhecimento "História", Regime de Turno Completo (RTC), junto ao Departamento de Artes do Instituto de Artes do Campus de São Paulo, conforme Edital nº 152/2022 – IA, publicado no Diário Oficial de 19/05/2022, página 267, Seção I.(Proc.29/2022).: [388, 50, 570, 93]
paragraph: e) efetuar o correspondente pagamento da taxa de inscrição, de acordo com o item 4 deste Capítulo, até a data limite para encerramento das inscrições.: [578, 604, 760, 624]
paragraph: (Processo nº 130/2022-CS/RP).: [204, 534, 279, 541]
paragraph: d) transmitir os dados da inscrição;: [584, 598, 666, 605]
paragraph: A Congregação do Instituto de Biociências, em sua 395ª reunião ordinária, realizada em 27.5.2022, homologou o resultado do concurso público para obtenção do título de Livre-Docente em Formação de Professores, na disciplina Aprendizagem da docência e desenvolvimento profissional dos professores, realizado nos dias 11 e 12 de maio de 2022, tendo sido aprovado a candidata Flávia Medeiros Sarti, obtendo o seguinte resultado: média 10,0 – APROVADA (Despacho nº 06/2022 – Proc. 322/2019).: [198, 105, 380, 148]
paragraph: Prof. Dr. Darllan Collins da Cunha e Silva / 6,9 / 7,4 / 7,5 / 7,0 / 7,3: [394, 469, 549, 476]
paragraph: 4.1. O pagamento por agendamento somente será aceito se comprovada a sua efetivação dentro do período de inscrição.: [578, 306, 760, 319]
paragraph: 2. Documento que comprove estar em dias com as obrigações militares, quando do sexo masculino;: [8, 80, 190, 93]
paragraph: II. perceba remuneração mensal inferior a 2 (dois) salários-mínimos ou esteja desempregado.: [578, 708, 760, 721]
paragraph: Candidato - RG - Horário: [14, 347, 73, 354]
paragraph: CAMPUS SÃO PAULO: [394, 32, 448, 39]
paragraph: Juliana de Albuquerque Cavalcanti - 320367605: [204, 733, 316, 740]
paragraph: Diretor Técnico de Divisão: [394, 609, 456, 616]
paragraph: RG 43.488.998-2: [394, 566, 435, 573]
paragraph: Elizabeth Firmino Pereira - 38648217: [204, 745, 291, 752]
paragraph: Rinaldo Correr - 183301353 - 14h00: [14, 371, 99, 378]
paragraph: 4.5. A efetivação da inscrição ocorrerá após a confirmação, pela Seção Técnica de Finanças, do pagamento referente à taxa.: [578, 367, 760, 380]
paragraph: - DIA 08/06/2022 – PROVA DIDÁTICA: [14, 341, 103, 347]
paragraph: c) quando do sexo masculino, estar em dia com as obrigações militares;: [584, 227, 753, 234]
